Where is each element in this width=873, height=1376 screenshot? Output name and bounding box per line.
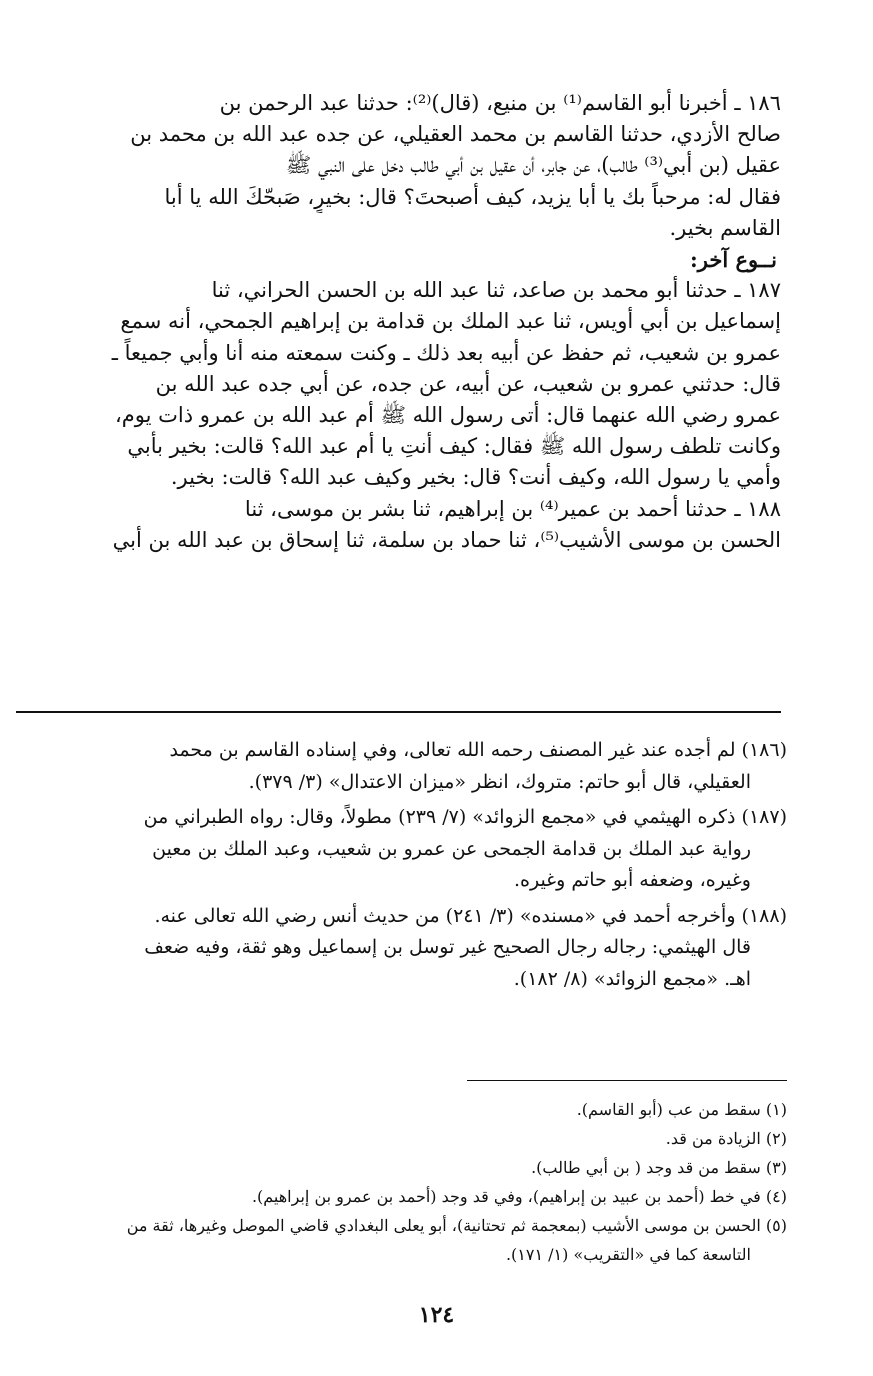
- commentary: [16, 735, 787, 999]
- footnote-4: (٤) في خط (أحمد بن عبيد بن إبراهيم)، وفي قد وجد (أحمد بن عمرو بن إبراهيم).: [251, 1187, 787, 1206]
- hadith-187-line-2: إسماعيل بن أبي أويس، ثنا عبد الملك بن قدامة بن إبراهيم الجمحي، أنه سمع: [120, 309, 781, 334]
- commentary-line: رواية عبد الملك بن قدامة الجمحى عن عمرو بن شعيب، وعبد الملك بن معين: [152, 837, 751, 860]
- footnote-1: (١) سقط من عب (أبو القاسم).: [576, 1100, 787, 1119]
- commentary-line: قال الهيثمي: رجاله رجال الصحيح غير توسل بن إسماعيل وهو ثقة، وفيه ضعف: [144, 936, 751, 958]
- hadith-186-line-1: ١٨٦ ـ أخبرنا أبو القاسم⁽¹⁾ بن منيع، (قال)⁽²⁾: حدثنا عبد الرحمن بن: [219, 91, 781, 115]
- commentary-line: (١٨٦) لم أجده عند غير المصنف رحمه الله تعالى، وفي إسناده القاسم بن محمد: [169, 739, 787, 761]
- footnote-3: (٣) سقط من قد وجد ( بن أبي طالب).: [531, 1158, 787, 1177]
- commentary-188: [16, 901, 787, 996]
- hadith-186-line-4: فقال له: مرحباً بك يا أبا يزيد، كيف أصبحتَ؟ قال: بخيرٍ، صَبحّكَ الله يا أبا: [164, 184, 781, 209]
- page-number: ١٢٤: [418, 1302, 455, 1328]
- hadith-187-line-1: ١٨٧ ـ حدثنا أبو محمد بن صاعد، ثنا عبد الله بن الحسن الحراني، ثنا: [211, 278, 781, 303]
- hadith-186-line-3: عقيل (بن أبي⁽³⁾ طالب)، عن جابر، أن عقيل بن أبي طالب دخل على النبي ﷺ: [285, 153, 781, 178]
- commentary-187: [16, 802, 787, 897]
- footnote-5-continued: التاسعة كما في «التقريب» (١/ ١٧١).: [505, 1245, 751, 1264]
- section-title: نــوع آخر:: [690, 247, 777, 273]
- hadith-187-line-4: قال: حدثني عمرو بن شعيب، عن أبيه، عن جده، عن أبي جده عبد الله بن: [155, 371, 781, 396]
- hadith-187-line-5: عمرو رضي الله عنهما قال: أتى رسول الله ﷺ أم عبد الله بن عمرو ذات يوم،: [115, 403, 781, 428]
- hadith-187-line-6: وكانت تلطف رسول الله ﷺ فقال: كيف أنتِ يا أم عبد الله؟ قالت: بخير بأبي: [127, 434, 781, 459]
- hadith-186-line-5: القاسم بخير.: [669, 215, 781, 240]
- hadith-186-line-2: صالح الأزدي، حدثنا القاسم بن محمد العقيلي، عن جده عبد الله بن محمد بن: [130, 122, 781, 147]
- commentary-186: [16, 735, 787, 798]
- footnotes: [16, 1095, 787, 1269]
- hadith-188-line-1: ١٨٨ ـ حدثنا أحمد بن عمير⁽⁴⁾ بن إبراهيم، ثنا بشر بن موسى، ثنا: [244, 496, 781, 521]
- commentary-line: (١٨٧) ذكره الهيثمي في «مجمع الزوائد» (٧/ ٢٣٩) مطولاً، وقال: رواه الطبراني من: [143, 806, 787, 828]
- footnote-5: (٥) الحسن بن موسى الأشيب (بمعجمة ثم تحتانية)، أبو يعلى البغدادي قاضي الموصل وغيرها، ثقة من: [126, 1216, 787, 1235]
- footnote-divider: [467, 1080, 787, 1081]
- commentary-divider: [16, 711, 781, 713]
- commentary-line: (١٨٨) وأخرجه أحمد في «مسنده» (٣/ ٢٤١) من حديث أنس رضي الله تعالى عنه.: [154, 904, 787, 927]
- main-text: [16, 88, 781, 556]
- hadith-187-line-3: عمرو بن شعيب، ثم حفظ عن أبيه بعد ذلك ـ وكنت سمعته منه أنا وأبي جميعاً ـ: [111, 340, 781, 365]
- commentary-line: اهـ. «مجمع الزوائد» (٨/ ١٨٢).: [513, 967, 751, 990]
- footnote-2: (٢) الزيادة من قد.: [665, 1129, 787, 1148]
- hadith-188-line-2: الحسن بن موسى الأشيب⁽⁵⁾، ثنا حماد بن سلمة، ثنا إسحاق بن عبد الله بن أبي: [112, 527, 781, 552]
- commentary-line: العقيلي، قال أبو حاتم: متروك، انظر «ميزان الاعتدال» (٣/ ٣٧٩).: [248, 770, 751, 793]
- commentary-line: وغيره، وضعفه أبو حاتم وغيره.: [513, 869, 751, 891]
- hadith-187-line-7: وأمي يا رسول الله، وكيف أنت؟ قال: بخير وكيف عبد الله؟ قالت: بخير.: [170, 465, 781, 490]
